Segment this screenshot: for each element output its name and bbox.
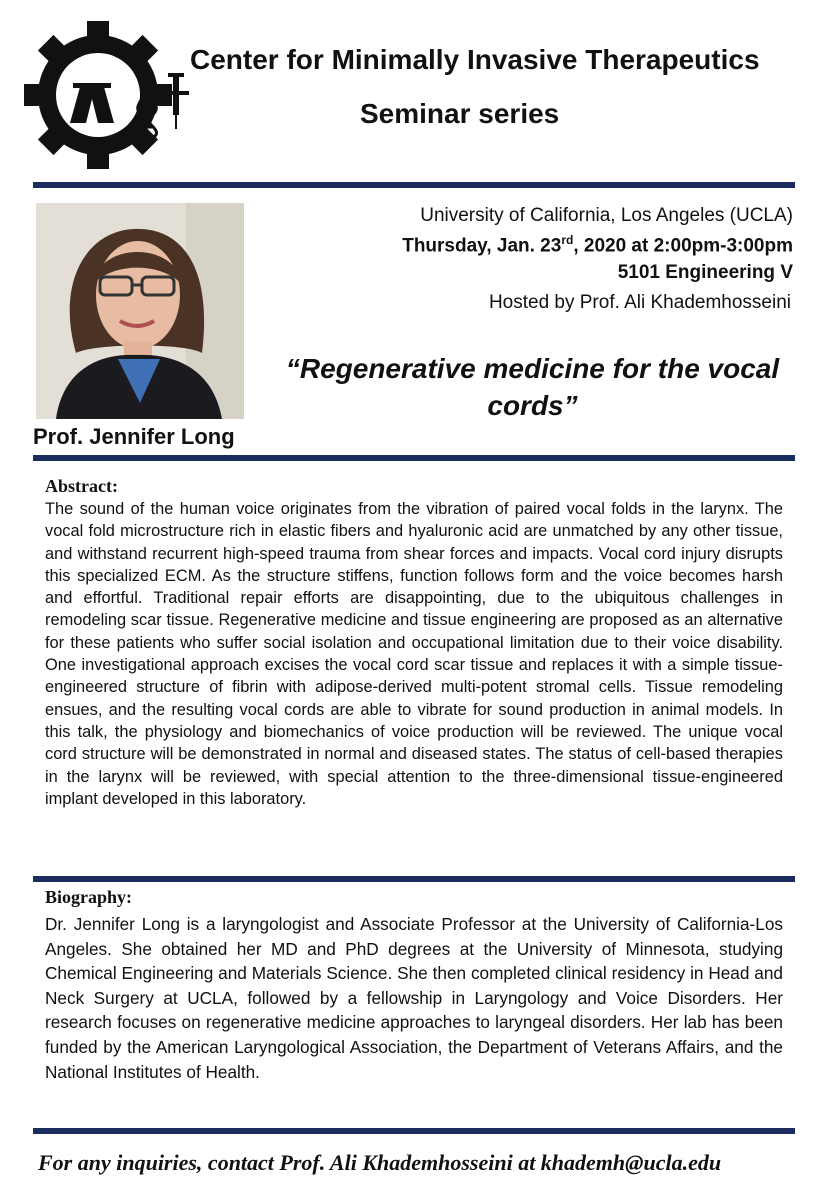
biography-divider (33, 876, 795, 882)
center-title: Center for Minimally Invasive Therapeutics (190, 44, 760, 75)
footer-divider (33, 1128, 795, 1134)
series-title: Seminar series (360, 98, 560, 129)
event-date-rest: , 2020 at 2:00pm-3:00pm (573, 235, 793, 257)
cmit-logo (18, 15, 193, 175)
biography-heading: Biography: (45, 887, 133, 907)
speaker-name: Prof. Jennifer Long (33, 424, 235, 449)
header-divider (33, 182, 795, 188)
portrait-illustration (36, 203, 244, 419)
speaker-photo (36, 203, 244, 419)
event-room: 5101 Engineering V (617, 262, 793, 283)
contact-footer: For any inquiries, contact Prof. Ali Khademhosseini at khademh@ucla.edu (38, 1150, 722, 1175)
event-date-prefix: Thursday, Jan. 23 (402, 235, 562, 257)
event-datetime (402, 233, 793, 257)
event-date-suffix: rd (561, 233, 574, 247)
abstract-divider (33, 455, 795, 461)
event-host: Hosted by Prof. Ali Khademhosseini (488, 292, 791, 313)
abstract-body: The sound of the human voice originates from the vibration of paired vocal folds in the larynx. The vocal fold microstructure rich in elastic fibers and hyaluronic acid are unmatched by any other tissue, and withstand recurrent high-speed trauma from shear forces and impacts. Vocal cord injury disrupts this specialized ECM. As the structure stiffens, function follows form and the voice becomes harsh and effortful. Traditional repair efforts are disappointing, due to the ubiquitous challenges in remodeling scar tissue. Regenerative medicine and tissue engineering are proposed as an alternative for these patients who suffer social isolation and occupational limitation due to their voice disability. One investigational approach excises the vocal cord scar tissue and replaces it with a simple tissue-engineered structure of fibrin with adipose-derived multi-potent stromal cells. Tissue remodeling ensues, and the resulting vocal cords are able to vibrate for sound production in animal models. In this talk, the physiology and biomechanics of voice production will be reviewed. The unique vocal cord structure will be demonstrated in normal and diseased states. The status of cell-based therapies in the larynx will be reviewed, with special attention to the three-dimensional tissue-engineered implant developed in this laboratory. (45, 500, 783, 808)
event-university: University of California, Los Angeles (UCLA) (420, 205, 793, 226)
biography-body: Dr. Jennifer Long is a laryngologist and Associate Professor at the University of California-Los Angeles. She obtained her MD and PhD degrees at the University of Minnesota, studying Chemical Engineering and Materials Science. She then completed clinical residency in Head and Neck Surgery at UCLA, followed by a fellowship in Laryngology and Voice Disorders. Her research focuses on regenerative medicine approaches to laryngeal disorders. Her lab has been funded by the American Laryngological Association, the Department of Veterans Affairs, and the National Institutes of Health. (45, 914, 783, 1082)
abstract-heading: Abstract: (45, 476, 118, 496)
talk-title: “Regenerative medicine for the vocal cords” (285, 353, 780, 421)
